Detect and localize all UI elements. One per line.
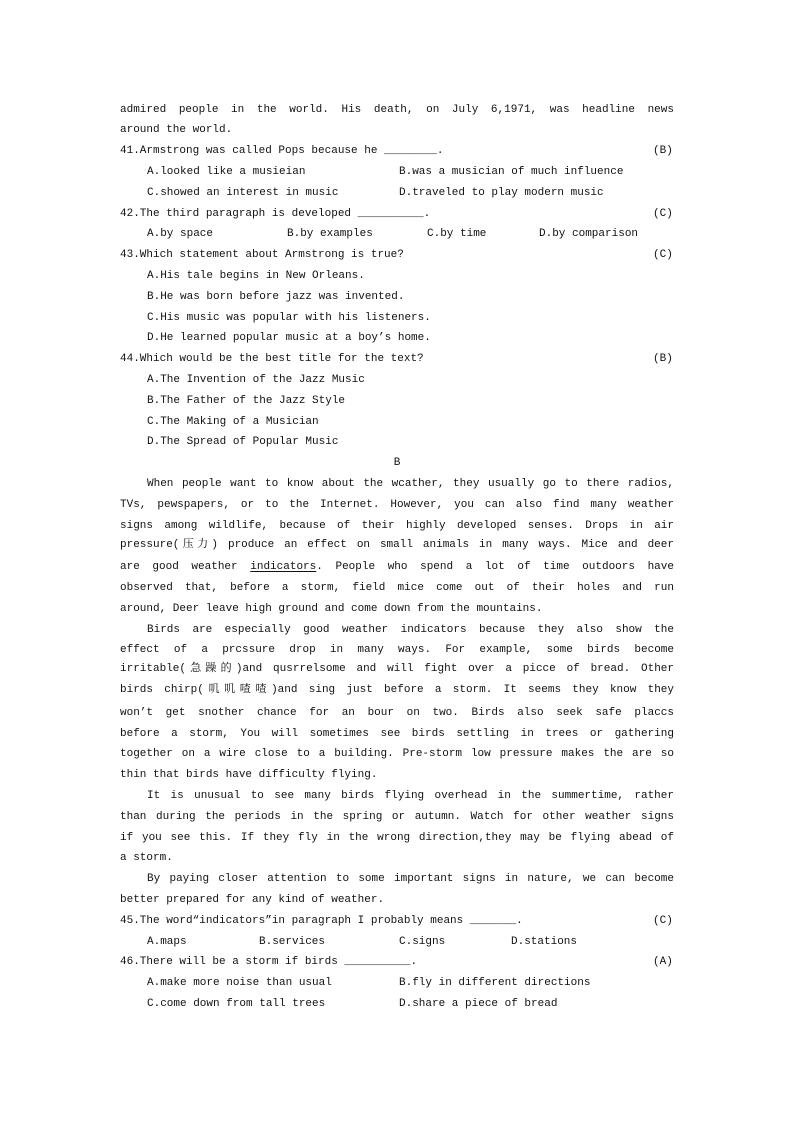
option: C.His music was popular with his listeners. [147, 312, 431, 324]
passage-line: admired people in the world. His death, on July 6,1971, was headline news [120, 104, 674, 116]
option: D.The Spread of Popular Music [147, 436, 339, 448]
option: B.by examples [287, 228, 373, 240]
question-44-answer: (B) [653, 353, 673, 365]
option: D.traveled to play modern music [399, 187, 604, 199]
passage-line: better prepared for any kind of weather. [120, 894, 385, 906]
option: D.share a piece of bread [399, 998, 558, 1010]
passage-line: around, Deer leave high ground and come down from the mountains. [120, 603, 543, 615]
option: D.stations [511, 936, 578, 948]
option: C.by time [427, 228, 487, 240]
option: B.was a musician of much influence [399, 166, 624, 178]
option: A.by space [147, 228, 214, 240]
passage-line: When people want to know about the wcather, they usually go to there radios, [147, 478, 674, 490]
passage-line: pressure(压力) produce an effect on small animals in many ways. Mice and deer [120, 539, 674, 551]
passage-line: By paying closer attention to some important signs in nature, we can become [147, 873, 674, 885]
passage-line: irritable(急躁的)and qusrrelsome and will fight over a picce of bread. Other [120, 663, 674, 675]
question-44-stem: 44.Which would be the best title for the text? [120, 353, 424, 365]
text: are good weather [120, 561, 238, 573]
text: . People who spend a lot of time outdoors have [316, 561, 674, 573]
question-45-answer: (C) [653, 915, 673, 927]
passage-line: before a storm, You will sometimes see birds settling in trees or gathering [120, 728, 674, 740]
passage-line: a storm. [120, 852, 173, 864]
passage-line: if you see this. If they fly in the wrong direction,they may be flying abead of [120, 832, 674, 844]
passage-line: birds chirp(叽叽喳喳)and sing just before a storm. It seems they know they [120, 684, 674, 696]
question-41-stem: 41.Armstrong was called Pops because he ________. [120, 145, 444, 157]
passage-line: It is unusual to see many birds flying overhead in the summertime, rather [147, 790, 674, 802]
question-42-answer: (C) [653, 208, 673, 220]
passage-line: TVs, pewspapers, or to the Internet. However, you can also find many weather [120, 499, 674, 511]
passage-line: observed that, before a storm, field mice come out of their holes and run [120, 582, 674, 594]
option: D.by comparison [539, 228, 639, 240]
question-45-stem: 45.The word“indicators”in paragraph I probably means _______. [120, 915, 523, 927]
option: B.He was born before jazz was invented. [147, 291, 405, 303]
option: A.The Invention of the Jazz Music [147, 374, 365, 386]
option: B.services [259, 936, 326, 948]
underlined-word: indicators [250, 561, 317, 573]
option: C.come down from tall trees [147, 998, 326, 1010]
passage-line: effect of a prcssure drop in many ways. For example, some birds become [120, 644, 674, 656]
passage-line: thin that birds have difficulty flying. [120, 769, 378, 781]
question-43-answer: (C) [653, 249, 673, 261]
passage-line [120, 559, 674, 575]
option: B.The Father of the Jazz Style [147, 395, 346, 407]
passage-line: together on a wire close to a building. Pre-storm low pressure makes the are so [120, 748, 674, 760]
option: A.looked like a musieian [147, 166, 306, 178]
passage-line: Birds are especially good weather indicators because they also show the [147, 624, 674, 636]
question-41-answer: (B) [653, 145, 673, 157]
option: C.The Making of a Musician [147, 416, 319, 428]
option: A.maps [147, 936, 187, 948]
passage-line: won’t get snother chance for an bour on two. Birds also seek safe placcs [120, 707, 674, 719]
passage-line: signs among wildlife, because of their highly developed senses. Drops in air [120, 520, 674, 532]
question-42-stem: 42.The third paragraph is developed __________. [120, 208, 431, 220]
option: C.showed an interest in music [147, 187, 339, 199]
option: A.His tale begins in New Orleans. [147, 270, 365, 282]
passage-line: around the world. [120, 124, 233, 136]
option: B.fly in different directions [399, 977, 591, 989]
section-heading-b: B [393, 457, 401, 469]
passage-line: than during the periods in the spring or autumn. Watch for other weather signs [120, 811, 674, 823]
option: D.He learned popular music at a boy’s home. [147, 332, 431, 344]
question-46-stem: 46.There will be a storm if birds __________. [120, 956, 418, 968]
option: A.make more noise than usual [147, 977, 332, 989]
question-46-answer: (A) [653, 956, 673, 968]
question-43-stem: 43.Which statement about Armstrong is true? [120, 249, 404, 261]
option: C.signs [399, 936, 446, 948]
